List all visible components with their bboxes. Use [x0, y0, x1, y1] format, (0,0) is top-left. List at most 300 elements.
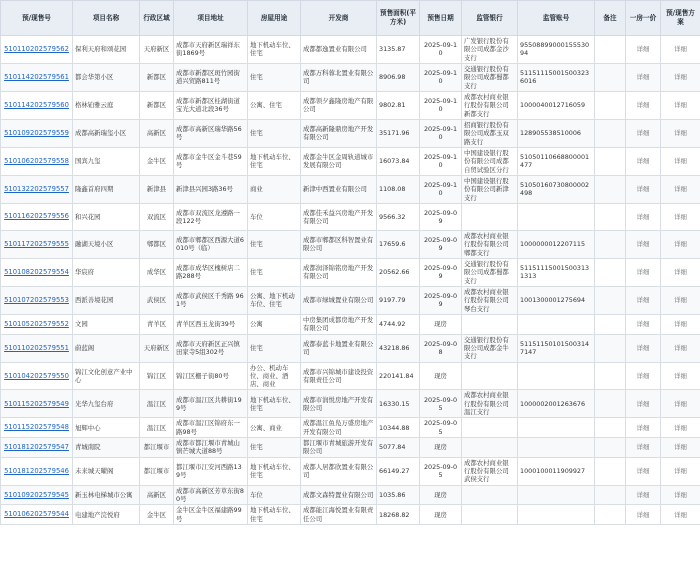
cell-account: [518, 362, 595, 390]
cell-address: 成都市天府新区正兴镇田家寺5组302号: [174, 334, 248, 362]
cell-presale-date: 现房: [420, 485, 462, 505]
table-row: [1, 457, 700, 485]
cell-note: [595, 119, 626, 147]
cell-presale-no[interactable]: 510117202579555: [1, 230, 73, 258]
cell-presale-no[interactable]: 510106202579558: [1, 147, 73, 175]
cell-price-list: [626, 286, 661, 314]
cell-developer: 成都人居都欣置业有限公司: [301, 457, 377, 485]
cell-bank: 中国建设银行股份有限公司成都自贸试验区分行: [462, 147, 518, 175]
cell-usage: 住宅: [248, 438, 301, 458]
cell-presale-no[interactable]: 510116202579556: [1, 203, 73, 230]
cell-presale-no[interactable]: 510114202579560: [1, 91, 73, 119]
cell-plan: [661, 36, 700, 64]
price-list-detail-link[interactable]: 详细: [636, 467, 650, 476]
table-row: [1, 314, 700, 334]
cell-area: 16073.84: [377, 147, 420, 175]
price-list-detail-link[interactable]: 详细: [636, 240, 650, 249]
cell-district: 新都区: [140, 63, 174, 91]
cell-plan: [661, 258, 700, 286]
table-row: [1, 286, 700, 314]
cell-account: 1001300001275694: [518, 286, 595, 314]
cell-project-name: 和兴花园: [73, 203, 140, 230]
cell-presale-date: 2025-09-09: [420, 203, 462, 230]
cell-address: 都江堰市江安河西路139号: [174, 457, 248, 485]
cell-project-name: 电建地产浣悦府: [73, 505, 140, 525]
cell-account: 1000100011909927: [518, 457, 595, 485]
plan-detail-link[interactable]: 详细: [674, 157, 687, 166]
cell-bank: 成都农村商业银行股份有限公司琴台支行: [462, 286, 518, 314]
cell-price-list: [626, 230, 661, 258]
cell-bank: 成都农村商业银行股份有限公司郫都支行: [462, 230, 518, 258]
cell-price-list: [626, 457, 661, 485]
cell-address: 成都市新都区斑竹园街道兴贸路811号: [174, 63, 248, 91]
cell-developer: 成都都逸置业有限公司: [301, 36, 377, 64]
cell-project-name: 西派善境花园: [73, 286, 140, 314]
price-list-detail-link[interactable]: 详细: [636, 371, 650, 380]
cell-presale-no[interactable]: 510110202579551: [1, 334, 73, 362]
table-row: [1, 230, 700, 258]
cell-area: 17659.6: [377, 230, 420, 258]
cell-address: 成都市成华区槐树店二路288号: [174, 258, 248, 286]
cell-area: 1035.86: [377, 485, 420, 505]
cell-bank: [462, 438, 518, 458]
cell-usage: 商业: [248, 175, 301, 203]
cell-presale-date: 2025-09-10: [420, 119, 462, 147]
cell-presale-date: 现房: [420, 438, 462, 458]
cell-district: 金牛区: [140, 147, 174, 175]
price-list-detail-link[interactable]: 详细: [636, 212, 650, 221]
cell-developer: 中房集团成都房地产开发有限公司: [301, 314, 377, 334]
cell-price-list: [626, 36, 661, 64]
price-list-detail-link[interactable]: 详细: [636, 157, 650, 166]
cell-area: 66149.27: [377, 457, 420, 485]
price-list-detail-link[interactable]: 详细: [636, 399, 650, 408]
cell-usage: 住宅: [248, 119, 301, 147]
cell-project-name: 格林铂雅云庭: [73, 91, 140, 119]
cell-usage: 住宅: [248, 230, 301, 258]
price-list-detail-link[interactable]: 详细: [636, 268, 650, 277]
cell-presale-no[interactable]: 510108202579554: [1, 258, 73, 286]
cell-developer: 新津中西置业有限公司: [301, 175, 377, 203]
price-list-detail-link[interactable]: 详细: [636, 129, 650, 138]
cell-price-list: [626, 91, 661, 119]
cell-presale-date: 2025-09-08: [420, 334, 462, 362]
cell-account: 511511150015003131313: [518, 258, 595, 286]
header-note: 备注: [595, 1, 626, 36]
cell-project-name: 融湖天境小区: [73, 230, 140, 258]
cell-district: 金牛区: [140, 505, 174, 525]
cell-address: 青羊区西玉龙街39号: [174, 314, 248, 334]
plan-detail-link[interactable]: 详细: [674, 320, 687, 329]
cell-project-name: 蔚蓝阁: [73, 334, 140, 362]
cell-usage: 车位: [248, 203, 301, 230]
cell-address: 成都市郫都区西源大道6010号（临）: [174, 230, 248, 258]
cell-bank: [462, 505, 518, 525]
table-row: [1, 418, 700, 438]
table-header-row: [1, 1, 700, 36]
cell-plan: [661, 314, 700, 334]
cell-presale-no[interactable]: 510109202579545: [1, 485, 73, 505]
cell-usage: 地下机动车位、住宅: [248, 505, 301, 525]
cell-price-list: [626, 334, 661, 362]
cell-account: 1000040012716059: [518, 91, 595, 119]
cell-project-name: 文园: [73, 314, 140, 334]
table-row: [1, 505, 700, 525]
cell-developer: 成都万科蓉北置业有限公司: [301, 63, 377, 91]
cell-note: [595, 203, 626, 230]
cell-plan: [661, 418, 700, 438]
cell-account: 51050110668800001477: [518, 147, 595, 175]
cell-presale-no[interactable]: 510114202579561: [1, 63, 73, 91]
cell-bank: [462, 418, 518, 438]
plan-detail-link[interactable]: 详细: [674, 185, 687, 194]
cell-area: 4744.92: [377, 314, 420, 334]
plan-detail-link[interactable]: 详细: [674, 73, 687, 82]
table-row: [1, 362, 700, 390]
cell-area: 9802.81: [377, 91, 420, 119]
cell-price-list: [626, 175, 661, 203]
cell-district: 高新区: [140, 485, 174, 505]
cell-area: 3135.87: [377, 36, 420, 64]
cell-developer: 都江堰市青城旅游开发有限公司: [301, 438, 377, 458]
cell-presale-date: 现房: [420, 505, 462, 525]
cell-usage: 地下机动车位、住宅: [248, 36, 301, 64]
plan-detail-link[interactable]: 详细: [674, 423, 687, 432]
price-list-detail-link[interactable]: 详细: [636, 185, 650, 194]
cell-developer: 成都文森特置业有限公司: [301, 485, 377, 505]
cell-developer: 成都市兴锦城市建设投资有限责任公司: [301, 362, 377, 390]
cell-district: 青羊区: [140, 314, 174, 334]
cell-presale-no[interactable]: 510104202579550: [1, 362, 73, 390]
cell-price-list: [626, 438, 661, 458]
cell-area: 9197.79: [377, 286, 420, 314]
cell-district: 成华区: [140, 258, 174, 286]
cell-plan: [661, 390, 700, 418]
cell-bank: [462, 203, 518, 230]
cell-address: 新津县兴园3路36号: [174, 175, 248, 203]
cell-plan: [661, 147, 700, 175]
cell-note: [595, 314, 626, 334]
cell-presale-no[interactable]: 510181202579547: [1, 438, 73, 458]
plan-detail-link[interactable]: 详细: [674, 343, 687, 352]
cell-developer: 成都能江海悦置业有限责任公司: [301, 505, 377, 525]
price-list-detail-link[interactable]: 详细: [636, 296, 650, 305]
cell-usage: 公寓、地下机动车位、住宅: [248, 286, 301, 314]
cell-account: 511511501015003147147: [518, 334, 595, 362]
cell-developer: 成都金牛区金周轨道城市发展有限公司: [301, 147, 377, 175]
cell-district: 高新区: [140, 119, 174, 147]
cell-account: 9550889900015553094: [518, 36, 595, 64]
plan-detail-link[interactable]: 详细: [674, 467, 687, 476]
plan-detail-link[interactable]: 详细: [674, 268, 687, 277]
cell-usage: 公寓: [248, 314, 301, 334]
cell-account: [518, 203, 595, 230]
cell-plan: [661, 438, 700, 458]
cell-plan: [661, 505, 700, 525]
cell-project-name: 都会华第小区: [73, 63, 140, 91]
cell-usage: 地下机动车位、住宅: [248, 390, 301, 418]
cell-address: 成都市高新区瑞华路56号: [174, 119, 248, 147]
table-row: [1, 119, 700, 147]
cell-project-name: 锦江文化创意产业中心: [73, 362, 140, 390]
table-row: [1, 175, 700, 203]
table-row: [1, 258, 700, 286]
plan-detail-link[interactable]: 详细: [674, 240, 687, 249]
cell-presale-no[interactable]: 510181202579546: [1, 457, 73, 485]
cell-district: 新津县: [140, 175, 174, 203]
cell-presale-no[interactable]: 510132202579557: [1, 175, 73, 203]
plan-detail-link[interactable]: 详细: [674, 371, 687, 380]
cell-bank: 交通银行股份有限公司成都蜀都支行: [462, 63, 518, 91]
cell-usage: 地下机动车位、住宅: [248, 457, 301, 485]
price-list-detail-link[interactable]: 详细: [636, 443, 650, 452]
cell-address: 成都市温江区锦府东一路98号: [174, 418, 248, 438]
cell-price-list: [626, 63, 661, 91]
header-account: 监管账号: [518, 1, 595, 36]
price-list-detail-link[interactable]: 详细: [636, 343, 650, 352]
cell-district: 双流区: [140, 203, 174, 230]
cell-project-name: 成都高新瑞玺小区: [73, 119, 140, 147]
cell-price-list: [626, 485, 661, 505]
cell-presale-date: 2025-09-09: [420, 258, 462, 286]
price-list-detail-link[interactable]: 详细: [636, 45, 650, 54]
price-list-detail-link[interactable]: 详细: [636, 510, 650, 519]
plan-detail-link[interactable]: 详细: [674, 45, 687, 54]
cell-plan: [661, 457, 700, 485]
cell-project-name: 新玉林电梯城市公寓: [73, 485, 140, 505]
cell-presale-date: 2025-09-05: [420, 457, 462, 485]
cell-bank: 交通银行股份有限公司成都蜀都支行: [462, 258, 518, 286]
cell-presale-no[interactable]: 510107202579553: [1, 286, 73, 314]
cell-project-name: 青城南院: [73, 438, 140, 458]
table-row: [1, 147, 700, 175]
plan-detail-link[interactable]: 详细: [674, 129, 687, 138]
price-list-detail-link[interactable]: 详细: [636, 101, 650, 110]
cell-note: [595, 258, 626, 286]
cell-usage: 住宅: [248, 258, 301, 286]
cell-price-list: [626, 390, 661, 418]
cell-plan: [661, 334, 700, 362]
cell-note: [595, 334, 626, 362]
cell-presale-no[interactable]: 510110202579562: [1, 36, 73, 64]
header-project-name: 项目名称: [73, 1, 140, 36]
cell-area: 9566.32: [377, 203, 420, 230]
cell-presale-date: 2025-09-05: [420, 390, 462, 418]
cell-address: 成都市新都区桂湖街道宝光大道北段36号: [174, 91, 248, 119]
cell-note: [595, 418, 626, 438]
cell-price-list: [626, 418, 661, 438]
cell-bank: 成都农村商业银行股份有限公司新都支行: [462, 91, 518, 119]
cell-district: 武侯区: [140, 286, 174, 314]
cell-developer: 成都高新隆鼎房地产开发有限公司: [301, 119, 377, 147]
cell-bank: [462, 485, 518, 505]
cell-district: 天府新区: [140, 334, 174, 362]
cell-account: [518, 485, 595, 505]
plan-detail-link[interactable]: 详细: [674, 490, 687, 499]
cell-presale-no[interactable]: 510115202579548: [1, 418, 73, 438]
cell-note: [595, 457, 626, 485]
cell-price-list: [626, 362, 661, 390]
cell-account: [518, 438, 595, 458]
cell-address: 成都市武侯区千秀路 961号: [174, 286, 248, 314]
cell-area: 5077.84: [377, 438, 420, 458]
cell-note: [595, 505, 626, 525]
table-row: [1, 91, 700, 119]
cell-project-name: 光华九玺台府: [73, 390, 140, 418]
cell-note: [595, 438, 626, 458]
cell-area: 8906.98: [377, 63, 420, 91]
cell-plan: [661, 91, 700, 119]
cell-district: 郫都区: [140, 230, 174, 258]
cell-presale-date: 现房: [420, 314, 462, 334]
cell-account: 511511150015003236016: [518, 63, 595, 91]
price-list-detail-link[interactable]: 详细: [636, 490, 650, 499]
cell-bank: 成都农村商业银行股份有限公司温江支行: [462, 390, 518, 418]
price-list-detail-link[interactable]: 详细: [636, 320, 650, 329]
plan-detail-link[interactable]: 详细: [674, 101, 687, 110]
cell-plan: [661, 485, 700, 505]
cell-project-name: 隆鑫首府四期: [73, 175, 140, 203]
cell-note: [595, 230, 626, 258]
cell-usage: 住宅: [248, 334, 301, 362]
cell-developer: 成都市郫都区科智置业有限公司: [301, 230, 377, 258]
cell-account: [518, 505, 595, 525]
cell-presale-date: 2025-09-10: [420, 147, 462, 175]
cell-presale-date: 2025-09-10: [420, 36, 462, 64]
table-row: [1, 390, 700, 418]
cell-address: 成都市双流区龙遵路一段122号: [174, 203, 248, 230]
cell-bank: 成都农村商业银行股份有限公司武侯支行: [462, 457, 518, 485]
table-body: [1, 36, 700, 525]
cell-price-list: [626, 258, 661, 286]
cell-bank: 招商银行股份有限公司成都玉双路支行: [462, 119, 518, 147]
cell-plan: [661, 362, 700, 390]
cell-note: [595, 362, 626, 390]
cell-presale-date: 2025-09-09: [420, 286, 462, 314]
cell-account: 128905538510006: [518, 119, 595, 147]
cell-presale-no[interactable]: 510105202579552: [1, 314, 73, 334]
cell-address: 锦江区栅子街80号: [174, 362, 248, 390]
cell-district: 新都区: [140, 91, 174, 119]
cell-area: 18268.82: [377, 505, 420, 525]
cell-bank: 中国建设银行股份有限公司新津支行: [462, 175, 518, 203]
cell-plan: [661, 286, 700, 314]
cell-address: 成都市金牛区金斗巷59号: [174, 147, 248, 175]
cell-usage: 地下机动车位、住宅: [248, 147, 301, 175]
table-row: [1, 63, 700, 91]
cell-price-list: [626, 147, 661, 175]
plan-detail-link[interactable]: 详细: [674, 510, 687, 519]
cell-presale-date: 2025-09-10: [420, 63, 462, 91]
cell-account: 51050160730800002498: [518, 175, 595, 203]
header-developer: 开发商: [301, 1, 377, 36]
cell-address: 成都市天府新区瑞祥东街1869号: [174, 36, 248, 64]
cell-bank: [462, 314, 518, 334]
cell-price-list: [626, 203, 661, 230]
cell-district: 温江区: [140, 418, 174, 438]
cell-note: [595, 390, 626, 418]
cell-developer: 成都市绿城置业有限公司: [301, 286, 377, 314]
cell-address: 成都市都江堰市青城山镇芒城大道88号: [174, 438, 248, 458]
price-list-detail-link[interactable]: 详细: [636, 73, 650, 82]
cell-presale-no[interactable]: 510115202579549: [1, 390, 73, 418]
plan-detail-link[interactable]: 详细: [674, 212, 687, 221]
cell-plan: [661, 203, 700, 230]
cell-presale-no[interactable]: 510106202579544: [1, 505, 73, 525]
cell-presale-no[interactable]: 510109202579559: [1, 119, 73, 147]
cell-district: 天府新区: [140, 36, 174, 64]
cell-project-name: 国宾九玺: [73, 147, 140, 175]
cell-project-name: 华宸府: [73, 258, 140, 286]
plan-detail-link[interactable]: 详细: [674, 296, 687, 305]
cell-district: 温江区: [140, 390, 174, 418]
table-row: [1, 485, 700, 505]
cell-district: 都江堰市: [140, 438, 174, 458]
cell-account: [518, 314, 595, 334]
header-address: 项目地址: [174, 1, 248, 36]
cell-plan: [661, 63, 700, 91]
cell-district: 锦江区: [140, 362, 174, 390]
plan-detail-link[interactable]: 详细: [674, 399, 687, 408]
cell-developer: 成都泰蓝卡地置业有限公司: [301, 334, 377, 362]
cell-project-name: 保利天府和颂花园: [73, 36, 140, 64]
cell-presale-date: 2025-09-10: [420, 91, 462, 119]
cell-account: 1000000012207115: [518, 230, 595, 258]
cell-area: 10344.88: [377, 418, 420, 438]
header-district: 行政区域: [140, 1, 174, 36]
cell-note: [595, 63, 626, 91]
cell-presale-date: 2025-09-09: [420, 230, 462, 258]
cell-usage: 公寓、住宅: [248, 91, 301, 119]
cell-area: 16330.15: [377, 390, 420, 418]
cell-note: [595, 91, 626, 119]
cell-developer: 成都领夕鑫隆房地产有限公司: [301, 91, 377, 119]
cell-developer: 成都市润悦房地产开发有限公司: [301, 390, 377, 418]
cell-developer: 成都佳禾益兴房地产开发有限公司: [301, 203, 377, 230]
cell-developer: 成都温江鱼凫万盛房地产开发有限公司: [301, 418, 377, 438]
cell-developer: 成都润泽锦铭房地产开发有限公司: [301, 258, 377, 286]
cell-plan: [661, 230, 700, 258]
cell-district: 都江堰市: [140, 457, 174, 485]
cell-area: 220141.84: [377, 362, 420, 390]
cell-price-list: [626, 119, 661, 147]
header-bank: 监管银行: [462, 1, 518, 36]
cell-project-name: 旭辉中心: [73, 418, 140, 438]
price-list-detail-link[interactable]: 详细: [636, 423, 650, 432]
cell-account: [518, 418, 595, 438]
cell-area: 1108.08: [377, 175, 420, 203]
cell-account: 1000002001263676: [518, 390, 595, 418]
cell-price-list: [626, 505, 661, 525]
cell-bank: [462, 362, 518, 390]
cell-usage: 公寓、商业: [248, 418, 301, 438]
header-price-list: 一房一价: [626, 1, 661, 36]
table-row: [1, 36, 700, 64]
cell-note: [595, 147, 626, 175]
cell-presale-date: 2025-09-10: [420, 175, 462, 203]
cell-note: [595, 485, 626, 505]
table-row: [1, 438, 700, 458]
cell-address: 金牛区金牛区福建路99号: [174, 505, 248, 525]
cell-plan: [661, 119, 700, 147]
header-plan: 预/现售方案: [661, 1, 700, 36]
plan-detail-link[interactable]: 详细: [674, 443, 687, 452]
cell-note: [595, 286, 626, 314]
cell-plan: [661, 175, 700, 203]
header-usage: 房屋用途: [248, 1, 301, 36]
header-presale-no: 预/现售号: [1, 1, 73, 36]
cell-note: [595, 36, 626, 64]
